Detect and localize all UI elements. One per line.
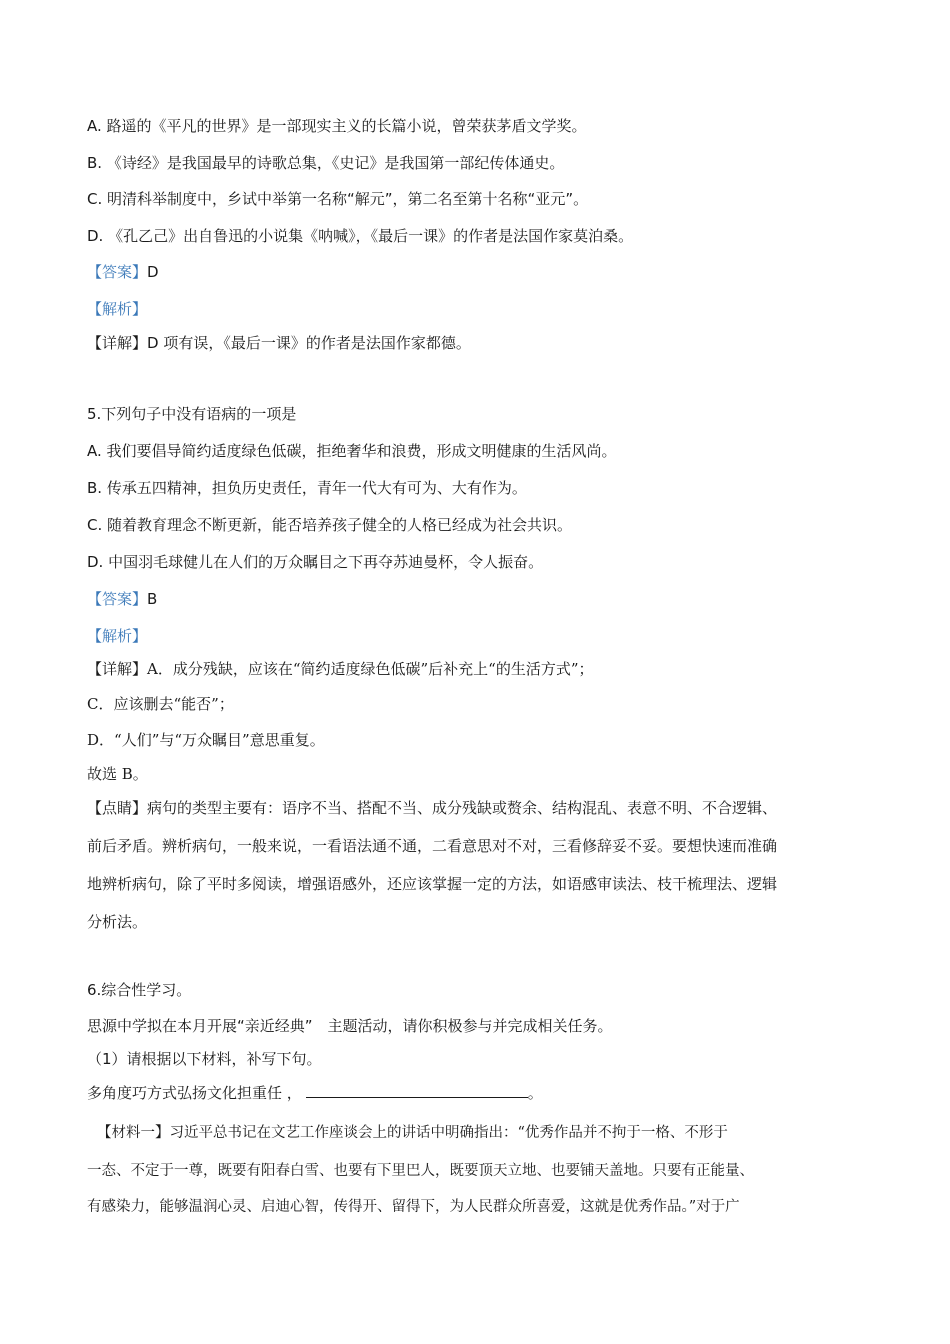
tip-text: 病句的类型主要有：语序不当、搭配不当、成分残缺或赘余、结构混乱、表意不明、不合逻辑、 (147, 799, 778, 817)
q5-tip-line-1 (87, 798, 864, 818)
q4-option-a: A. 路遥的《平凡的世界》是一部现实主义的长篇小说，曾荣获茅盾文学奖。 (87, 117, 587, 135)
fill-suffix: 。 (527, 1084, 543, 1102)
q5-detail-line-2: C．应该删去“能否”； (87, 695, 234, 713)
q5-detail-line-4: 故选 B。 (87, 765, 148, 783)
q5-analysis-tag: 【解析】 (87, 627, 148, 645)
q6-material-line-2: 一态、不定于一尊，既要有阳春白雪、也要有下里巴人，既要顶天立地、也要铺天盖地。只要有正能量、 (87, 1163, 754, 1179)
q4-option-b: B. 《诗经》是我国最早的诗歌总集，《史记》是我国第一部纪传体通史。 (87, 154, 565, 172)
tip-tag: 【点睛】 (87, 799, 148, 817)
q5-option-a: A. 我们要倡导简约适度绿色低碳，拒绝奢华和浪费，形成文明健康的生活风尚。 (87, 442, 617, 460)
q4-analysis-tag: 【解析】 (87, 300, 148, 318)
q5-tip-line-3: 地辨析病句，除了平时多阅读，增强语感外，还应该掌握一定的方法，如语感审读法、枝干梳理法、逻辑 (87, 875, 778, 893)
answer-value: D (147, 263, 159, 281)
q6-sub1: （1）请根据以下材料，补写下句。 (87, 1050, 322, 1068)
detail-tag: 【详解】 (87, 334, 148, 352)
q6-material-line-1: 【材料一】习近平总书记在文艺工作座谈会上的讲话中明确指出：“优秀作品并不拘于一格、不形于 (97, 1125, 728, 1141)
q5-detail-line-3: D．“人们”与“万众瞩目”意思重复。 (87, 731, 325, 749)
q6-material-line-3: 有感染力，能够温润心灵、启迪心智，传得开、留得下，为人民群众所喜爱，这就是优秀作品。”对于广 (87, 1199, 740, 1215)
q4-option-d: D. 《孔乙己》出自鲁迅的小说集《呐喊》，《最后一课》的作者是法国作家莫泊桑。 (87, 227, 634, 245)
q5-tip-line-2: 前后矛盾。辨析病句，一般来说，一看语法通不通，二看意思对不对，三看修辞妥不妥。要想快速而准确 (87, 837, 778, 855)
q5-answer (87, 589, 864, 609)
q5-option-c: C. 随着教育理念不断更新，能否培养孩子健全的人格已经成为社会共识。 (87, 516, 573, 534)
q6-intro: 思源中学拟在本月开展“亲近经典” 主题活动，请你积极参与并完成相关任务。 (87, 1017, 613, 1035)
q5-option-b: B. 传承五四精神，担负历史责任，青年一代大有可为、大有作为。 (87, 479, 527, 497)
detail-text: D 项有误，《最后一课》的作者是法国作家都德。 (147, 334, 471, 352)
q5-question: 5.下列句子中没有语病的一项是 (87, 405, 297, 423)
answer-blank[interactable] (306, 1083, 528, 1098)
answer-tag: 【答案】 (87, 263, 148, 281)
answer-value: B (147, 590, 158, 608)
fill-prefix: 多角度巧方式弘扬文化担重任 ， (87, 1084, 302, 1102)
q5-option-d: D. 中国羽毛球健儿在人们的万众瞩目之下再夺苏迪曼杯，令人振奋。 (87, 553, 544, 571)
q4-detail (87, 333, 864, 353)
q5-tip-line-4: 分析法。 (87, 913, 148, 931)
answer-tag: 【答案】 (87, 590, 148, 608)
detail-text: A．成分残缺，应该在“简约适度绿色低碳”后补充上“的生活方式”； (147, 660, 594, 678)
detail-tag: 【详解】 (87, 660, 148, 678)
q6-fill-line (87, 1083, 864, 1103)
q4-option-c: C. 明清科举制度中，乡试中举第一名称“解元”，第二名至第十名称“亚元”。 (87, 190, 589, 208)
q6-question: 6.综合性学习。 (87, 981, 192, 999)
q4-answer (87, 262, 864, 282)
q5-detail-line-1 (87, 659, 864, 679)
